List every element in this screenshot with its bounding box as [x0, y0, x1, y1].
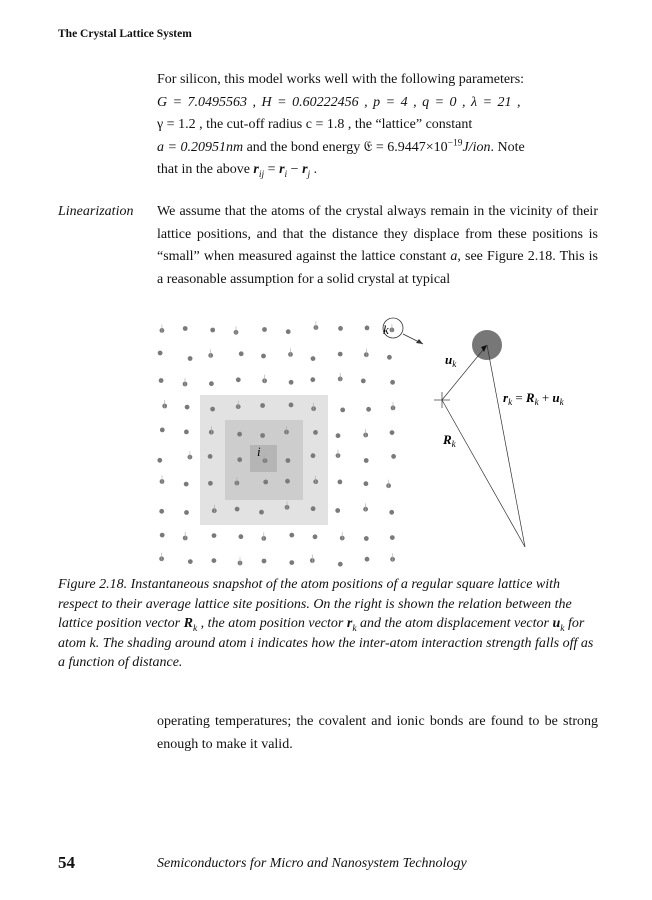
lattice-atom: [237, 432, 242, 437]
pointer-arrowhead: [416, 339, 423, 344]
label-u-k: $u_k$: [445, 352, 457, 369]
lattice-atom: [365, 326, 370, 331]
text: and the atom displacement vector: [356, 616, 553, 631]
lattice-atom: [289, 533, 294, 538]
lattice-atom: [260, 433, 265, 438]
lattice-atom: [262, 559, 267, 564]
lattice-atom: [366, 407, 371, 412]
lattice-atom: [364, 481, 369, 486]
lattice-atom: [391, 454, 396, 459]
operating-paragraph: [157, 711, 598, 756]
lattice-atom: [364, 458, 369, 463]
paragraph-text: operating temperatures; the covalent and ionic bonds are found to be strong enough to make it valid.: [157, 714, 598, 752]
subscript: j: [307, 170, 311, 181]
lattice-atom: [336, 433, 341, 438]
vector-u: u: [552, 616, 561, 631]
lattice-atom: [208, 481, 213, 486]
subscript: k: [352, 623, 357, 634]
lattice-atom: [364, 536, 369, 541]
text: =: [264, 162, 280, 178]
lattice-atom: [184, 510, 189, 515]
vector-r: r: [302, 162, 308, 178]
lattice-atom: [160, 428, 165, 433]
para-line: For silicon, this model works well with the following parameters:: [157, 72, 525, 87]
lattice-atom: [338, 352, 343, 357]
page-number: 54: [58, 853, 75, 872]
linearization-paragraph: [157, 201, 598, 291]
label-k: k: [383, 322, 389, 337]
lattice-atom: [212, 533, 217, 538]
lattice-atom: [289, 560, 294, 565]
lattice-atom: [340, 408, 345, 413]
paragraph-text: [157, 201, 598, 291]
lattice-atom: [311, 506, 316, 511]
lattice-atom: [212, 558, 217, 563]
book-title: Semiconductors for Micro and Nanosystem Technology: [157, 856, 467, 871]
silicon-parameters-paragraph: [157, 69, 598, 182]
lattice-atom: [260, 403, 265, 408]
unit-j-ion: J/ion: [462, 139, 491, 155]
lattice-atom: [361, 379, 366, 384]
lattice-atom: [289, 380, 294, 385]
lattice-atom: [237, 457, 242, 462]
lattice-diagram: [145, 310, 605, 570]
subscript: ij: [258, 170, 265, 181]
lattice-atom: [159, 378, 164, 383]
unit-nm: nm: [225, 139, 244, 155]
vector-R-k: [442, 400, 525, 547]
margin-label-linearization: Linearization: [58, 204, 134, 219]
lattice-atom: [210, 328, 215, 333]
lattice-atom: [239, 534, 244, 539]
subscript: k: [560, 623, 565, 634]
lattice-atom: [390, 535, 395, 540]
lattice-atom: [183, 326, 188, 331]
lattice-atom: [286, 329, 291, 334]
lattice-atom: [285, 479, 290, 484]
lattice-atom: [365, 557, 370, 562]
lattice-atom: [338, 562, 343, 567]
lattice-atom: [310, 377, 315, 382]
text: . Note: [490, 139, 525, 155]
lattice-atom: [286, 458, 291, 463]
lattice-constant-a: a: [450, 249, 458, 265]
lattice-atom: [313, 430, 318, 435]
bond-energy: 𝔈 = 6.9447×10: [363, 139, 448, 155]
lattice-atom: [188, 356, 193, 361]
vector-r: r: [346, 616, 353, 631]
lattice-atom: [261, 354, 266, 359]
lattice-atom: [311, 356, 316, 361]
lattice-atom: [185, 405, 190, 410]
text: and the bond energy: [243, 139, 364, 155]
vector-r-k: [487, 345, 525, 547]
lattice-atom: [210, 407, 215, 412]
label-equation: $r_k = R_k + u_k$: [503, 390, 564, 407]
lattice-atom: [184, 430, 189, 435]
lattice-atom: [262, 327, 267, 332]
exponent: −19: [447, 138, 463, 149]
para-line: G = 7.0495563 , H = 0.60222456 , p = 4 , q = 0 , λ = 21 ,: [157, 94, 521, 110]
lattice-atom: [387, 355, 392, 360]
lattice-atom: [263, 480, 268, 485]
subscript: k: [192, 623, 198, 634]
text: , see Figure 2.18. This is a reasonable assumption for a solid crystal at typical: [157, 249, 599, 287]
lattice-atom: [184, 482, 189, 487]
running-head: The Crystal Lattice System: [58, 28, 192, 40]
lattice-atom: [313, 534, 318, 539]
lattice-atom: [338, 326, 343, 331]
lattice-atom: [159, 509, 164, 514]
para-line: [157, 137, 598, 160]
lattice-atom: [160, 533, 165, 538]
lattice-atom: [235, 507, 240, 512]
label-i: i: [257, 444, 261, 459]
lattice-atom: [389, 510, 394, 515]
text: We assume that the atoms of the crystal always remain in the vicinity of their lattice positions, and that the distance they displace from these positions is “small” when measured against the lattice constant: [157, 204, 598, 265]
lattice-atom: [289, 403, 294, 408]
lattice-atom: [390, 380, 395, 385]
text: .: [310, 162, 318, 178]
lattice-atom: [338, 480, 343, 485]
lattice-atom: [208, 454, 213, 459]
figure-caption: [58, 575, 598, 673]
lattice-atom: [157, 458, 162, 463]
lattice-atom: [311, 453, 316, 458]
text: −: [287, 162, 303, 178]
lattice-atom: [188, 559, 193, 564]
text: Figure 2.18. Instantaneous snapshot of the atom positions of a regular square lattice with respect to their average lattice site positions. On the right is shown the relation between the lattice position vector: [58, 577, 572, 631]
text: , the atom position vector: [197, 616, 347, 631]
lattice-constant: a = 0.20951: [157, 139, 226, 155]
lattice-atom: [335, 508, 340, 513]
shading-inner: [250, 445, 277, 472]
para-line: [157, 159, 598, 182]
lattice-atom: [239, 351, 244, 356]
figure-2-18: [145, 310, 605, 570]
label-R-k: $R_k$: [443, 432, 456, 449]
text: for atom k. The shading around atom i indicates how the inter-atom interaction strength falls off as a function of distance.: [58, 616, 594, 670]
lattice-atom: [158, 351, 163, 356]
subscript: i: [284, 170, 288, 181]
vector-r: r: [253, 162, 259, 178]
text: that in the above: [157, 162, 254, 178]
lattice-atom: [209, 381, 214, 386]
vector-R: R: [183, 616, 193, 631]
lattice-atom: [259, 510, 264, 515]
vector-r: r: [279, 162, 285, 178]
lattice-atom: [390, 430, 395, 435]
lattice-atom: [236, 377, 241, 382]
para-line: γ = 1.2 , the cut-off radius c = 1.8 , the “lattice” constant: [157, 117, 473, 133]
